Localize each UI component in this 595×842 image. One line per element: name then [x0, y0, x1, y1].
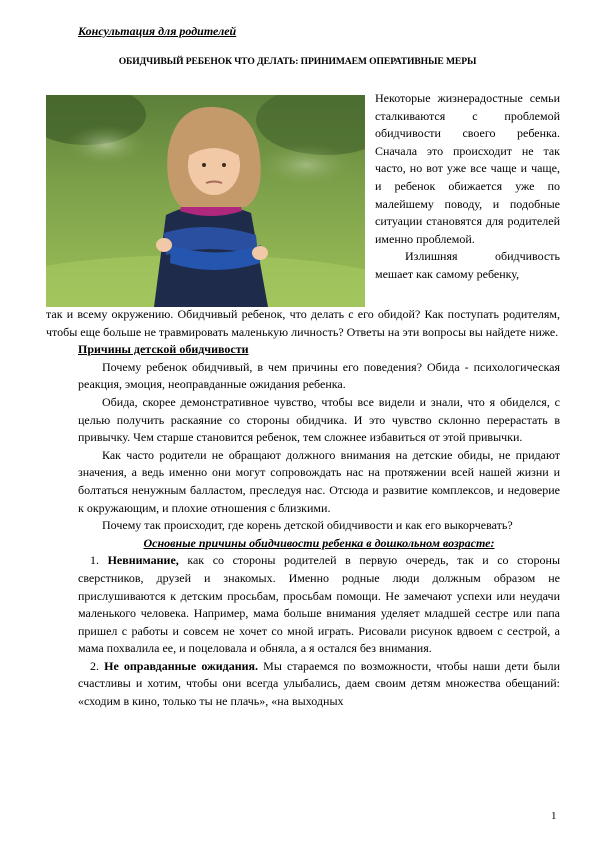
- list-item-1-number: 1.: [90, 553, 99, 568]
- list-item-1-text: как со стороны родителей в первую очередь, так и со стороны сверстников, друзей и знакомых. Именно родные люди должным образом не прислушиваются к детским просьбам, просьбам помощи. Не замечают успехи или неудачи маленького человека. Например, мама больше внимания уделяет младшей сестре или папа пришел с работы и совсем не хочет со мной играть. Рисовали рисунок вдвоем с сестрой, а мама похвалила ее, и поцеловала и обняла, а я остался без внимания.: [78, 553, 561, 656]
- article-title: ОБИДЧИВЫЙ РЕБЕНОК ЧТО ДЕЛАТЬ: ПРИНИМАЕМ ОПЕРАТИВНЫЕ МЕРЫ: [118, 56, 477, 67]
- intro-paragraph-1: Некоторые жизнерадостные семьи сталкиваются с проблемой обидчивости своего ребенка. Сначала это происходит не так часто, но вот уже все чаще и чаще, и ребенок обижается уже по малейшему поводу, и подобные ситуации становятся для родителей именно проблемой.: [375, 91, 560, 246]
- paragraph-2: Обида, скорее демонстративное чувство, чтобы все видели и знали, что я обиделся, с целью получить раскаяние со стороны обидчика. И это чувство склонно перерастать в привычку. Чем старше становится ребенок, тем сложнее избавиться от этой привычки.: [78, 394, 560, 445]
- child-photo: [46, 95, 365, 307]
- article-body: [46, 306, 561, 711]
- intro-column: [375, 90, 560, 284]
- list-item-2-term: Не оправданные ожидания.: [104, 658, 259, 673]
- list-item-2: [78, 658, 560, 711]
- paragraph-4: Почему так происходит, где корень детской обидчивости и как его выкорчевать?: [102, 518, 513, 533]
- intro-continued: так и всему окружению. Обидчивый ребенок, что делать с его обидой? Как поступать родителям, чтобы еще больше не травмировать маленькую личность? Ответы на эти вопросы вы найдете ниже.: [46, 307, 560, 339]
- paragraph-1: Почему ребенок обидчивый, в чем причины его поведения? Обида - психологическая реакция, эмоция, неоправданные ожидания ребенка.: [78, 359, 560, 392]
- page-header: Консультация для родителей: [78, 24, 237, 38]
- page-number: 1: [551, 810, 557, 822]
- list-item-2-text: Мы стараемся по возможности, чтобы наши дети были счастливы и хотим, чтобы они всегда улыбались, даем своим детям множества обещаний: «сходим в кино, только ты не плачь», «на выходных: [78, 658, 561, 709]
- intro-paragraph-2: Излишняя обидчивость мешает как самому ребенку,: [375, 249, 560, 281]
- list-item-1: [78, 552, 560, 658]
- photo-illustration: [46, 95, 365, 307]
- list-item-2-number: 2.: [90, 658, 99, 673]
- list-item-1-term: Невнимание,: [107, 553, 179, 568]
- section-heading-causes: Причины детской обидчивости: [78, 342, 249, 357]
- paragraph-3: Как часто родители не обращают должного внимания на детские обиды, не придают значения, а ведь именно они могут сопровождать нас на протяжении всей нашей жизни и болтаться ненужным балластом, преследуя нас. Отсюда и развитие комплексов, и недоверие к окружающим, и плохие отношения с близкими.: [78, 447, 560, 515]
- section-heading-preschool: Основные причины обидчивости ребенка в дошкольном возрасте:: [143, 535, 495, 550]
